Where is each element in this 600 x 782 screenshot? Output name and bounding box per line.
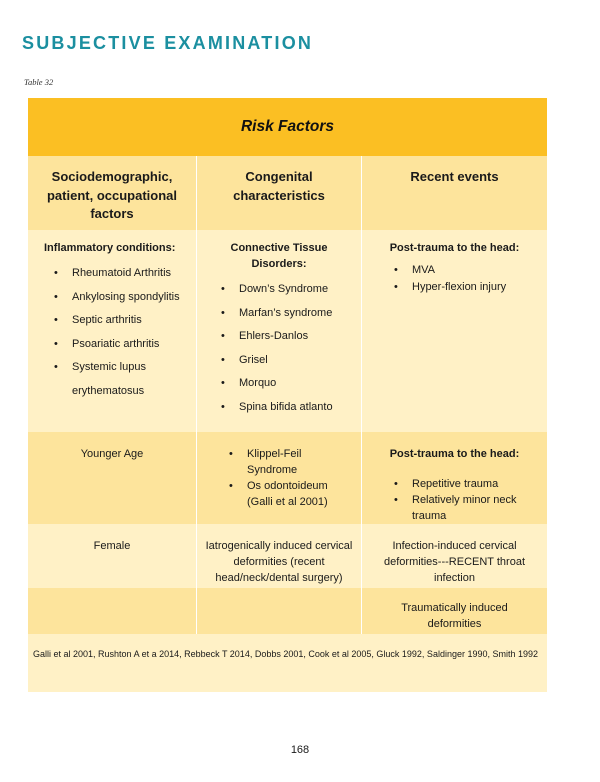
table-row (28, 524, 547, 588)
header-recent-events: Recent events (410, 169, 499, 184)
list-item: • Rheumatoid Arthritis (72, 262, 196, 286)
table-title-row (28, 98, 547, 156)
header-congenital: Congenital characteristics (196, 156, 362, 230)
repetitive-trauma-list (368, 476, 541, 524)
list-item: • Repetitive trauma (412, 476, 541, 492)
post-trauma-repetitive-cell (362, 432, 547, 524)
table-row (28, 588, 547, 634)
inflammatory-list (44, 262, 196, 403)
post-trauma-cell (362, 230, 547, 432)
infection-cell: Infection-induced cervical deformities---RECENT throat infection (384, 540, 525, 584)
traumatic-deformities-cell: Traumatically induced deformities (401, 602, 508, 630)
page-heading: SUBJECTIVE EXAMINATION (22, 33, 314, 53)
header-sociodemographic: Sociodemographic, patient, occupational factors (46, 169, 177, 221)
list-item: • Septic arthritis (72, 309, 196, 333)
list-item: • Hyper-flexion injury (412, 279, 541, 296)
list-item: • Psoariatic arthritis (72, 333, 196, 357)
list-item: • Morquo (239, 372, 351, 396)
list-item: • Systemic lupus erythematosus (72, 356, 196, 403)
table-row (28, 432, 547, 524)
list-item: • Marfan’s syndrome (239, 302, 351, 326)
list-item: • Relatively minor neck trauma (412, 492, 541, 524)
connective-tissue-list (207, 278, 351, 419)
klippel-feil-list (205, 446, 353, 510)
list-item: • Grisel (239, 349, 351, 373)
klippel-feil-cell (196, 432, 362, 524)
risk-factors-table (28, 98, 547, 692)
list-item: • Ehlers-Danlos (239, 325, 351, 349)
list-item: • Klippel-Feil Syndrome (247, 446, 353, 478)
references: Galli et al 2001, Rushton A et a 2014, Rebbeck T 2014, Dobbs 2001, Cook et al 2005, Gluck 1992, Saldinger 1990, Smith 1992 (28, 634, 547, 692)
connective-tissue-title: Connective Tissue Disorders: (230, 242, 328, 270)
table-title: Risk Factors (240, 118, 335, 135)
list-item: • Os odontoideum (Galli et al 2001) (247, 478, 353, 510)
list-item: • Down’s Syndrome (239, 278, 351, 302)
list-item: • Ankylosing spondylitis (72, 286, 196, 310)
list-item: • MVA (412, 262, 541, 279)
connective-tissue-cell (196, 230, 362, 432)
table-row (28, 230, 547, 432)
empty-cell (196, 588, 362, 634)
empty-cell (28, 588, 196, 634)
header-row (28, 156, 547, 230)
list-item: • Spina bifida atlanto (239, 396, 351, 420)
inflammatory-cell (28, 230, 196, 432)
table-caption: Table 32 (24, 77, 54, 87)
inflammatory-title: Inflammatory conditions: (44, 242, 176, 254)
post-trauma-title: Post-trauma to the head: (389, 448, 520, 460)
younger-age-cell: Younger Age (80, 448, 144, 460)
female-cell: Female (93, 540, 131, 552)
iatrogenic-cell: Iatrogenically induced cervical deformities (recent head/neck/dental surgery) (196, 524, 362, 588)
page-number: 168 (290, 744, 310, 756)
post-trauma-title: Post-trauma to the head: (389, 242, 520, 254)
post-trauma-list (368, 262, 541, 296)
